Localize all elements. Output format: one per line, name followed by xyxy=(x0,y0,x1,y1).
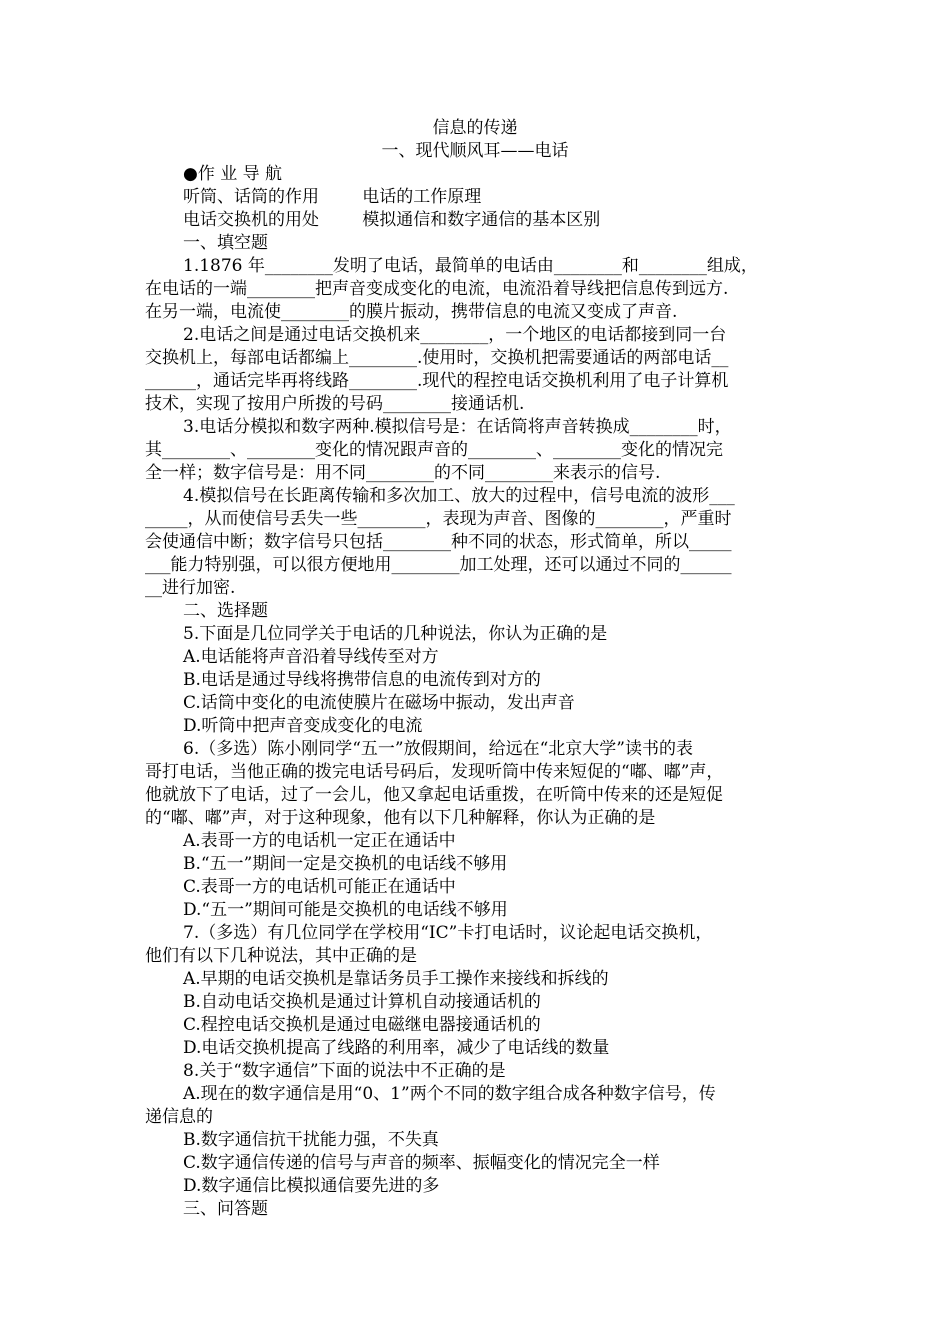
q6-stem: 哥打电话，当他正确的拨完电话号码后，发现听筒中传来短促的“嘟、嘟”声， xyxy=(145,762,724,782)
q8-option: A.现在的数字通信是用“0、1”两个不同的数字组合成各种数字信号，传 xyxy=(183,1084,716,1104)
section-subtitle: 一、现代顺风耳——电话 xyxy=(381,141,569,161)
q4-line: 会使通信中断；数字信号只包括________种不同的状态，形式简单，所以_____ xyxy=(145,532,732,552)
q6-stem: 他就放下了电话，过了一会儿，他又拿起电话重拨，在听筒中传来的还是短促 xyxy=(145,785,723,805)
section-heading-fill: 一、填空题 xyxy=(183,233,268,253)
q2-line: 交换机上，每部电话都编上________.使用时，交换机把需要通话的两部电话__ xyxy=(145,348,729,368)
page-title: 信息的传递 xyxy=(432,118,518,138)
q8-option: C.数字通信传递的信号与声音的频率、振幅变化的情况完全一样 xyxy=(183,1153,660,1173)
q7-option: C.程控电话交换机是通过电磁继电器接通话机的 xyxy=(183,1015,541,1035)
q1-line: 在电话的一端________把声音变成变化的电流，电流沿着导线把信息传到远方. xyxy=(145,279,729,299)
q5-option: D.听筒中把声音变成变化的电流 xyxy=(183,716,423,736)
section-heading-qa: 三、问答题 xyxy=(183,1199,268,1219)
q5-option: B.电话是通过导线将携带信息的电流传到对方的 xyxy=(183,670,541,690)
q2-line: ______，通话完毕再将线路________.现代的程控电话交换机利用了电子计算机 xyxy=(145,371,729,391)
q4-line: _____，从而使信号丢失一些________，表现为声音、图像的________，严重时 xyxy=(145,509,732,529)
q5-option: C.话筒中变化的电流使膜片在磁场中振动，发出声音 xyxy=(183,693,575,713)
q7-stem: 7.（多选）有几位同学在学校用“IC”卡打电话时，议论起电话交换机， xyxy=(183,923,713,943)
q5-option: A.电话能将声音沿着导线传至对方 xyxy=(183,647,439,667)
nav-row: 电话交换机的用处 模拟通信和数字通信的基本区别 xyxy=(183,210,601,230)
q7-option: A.早期的电话交换机是靠话务员手工操作来接线和拆线的 xyxy=(183,969,609,989)
nav-heading: ●作 业 导 航 xyxy=(183,164,283,184)
q6-option: B.“五一”期间一定是交换机的电话线不够用 xyxy=(183,854,508,874)
q4-line: __进行加密. xyxy=(145,578,236,598)
q6-stem: 的“嘟、嘟”声，对于这种现象，他有以下几种解释，你认为正确的是 xyxy=(145,808,656,828)
q1-line: 在另一端，电流使________的膜片振动，携带信息的电流又变成了声音. xyxy=(145,302,678,322)
q8-option: 递信息的 xyxy=(145,1107,213,1127)
q6-option: A.表哥一方的电话机一定正在通话中 xyxy=(183,831,456,851)
q6-option: D.“五一”期间可能是交换机的电话线不够用 xyxy=(183,900,508,920)
q2-line: 2.电话之间是通过电话交换机来________，一个地区的电话都接到同一台 xyxy=(183,325,727,345)
q6-option: C.表哥一方的电话机可能正在通话中 xyxy=(183,877,456,897)
q4-line: ___能力特别强，可以很方便地用________加工处理，还可以通过不同的______ xyxy=(145,555,732,575)
q8-option: D.数字通信比模拟通信要先进的多 xyxy=(183,1176,440,1196)
q2-line: 技术，实现了按用户所拨的号码________接通话机. xyxy=(145,394,525,414)
document-page xyxy=(145,117,805,1221)
q3-line: 全一样；数字信号是：用不同________的不同________来表示的信号. xyxy=(145,463,661,483)
q8-stem: 8.关于“数字通信”下面的说法中不正确的是 xyxy=(183,1061,506,1081)
q7-option: D.电话交换机提高了线路的利用率，减少了电话线的数量 xyxy=(183,1038,610,1058)
q3-line: 3.电话分模拟和数字两种.模拟信号是：在话筒将声音转换成________时， xyxy=(183,417,732,437)
q5-stem: 5.下面是几位同学关于电话的几种说法，你认为正确的是 xyxy=(183,624,608,644)
nav-row: 听筒、话筒的作用 电话的工作原理 xyxy=(183,187,482,207)
section-heading-choice: 二、选择题 xyxy=(183,601,268,621)
q4-line: 4.模拟信号在长距离传输和多次加工、放大的过程中，信号电流的波形___ xyxy=(183,486,735,506)
q3-line: 其________、________变化的情况跟声音的________、________变化的情况完 xyxy=(145,440,723,460)
q1-line: 1.1876 年________发明了电话，最简单的电话由________和________组成， xyxy=(183,256,758,276)
q7-stem: 他们有以下几种说法，其中正确的是 xyxy=(145,946,417,966)
q6-stem: 6.（多选）陈小刚同学“五一”放假期间，给远在“北京大学”读书的表 xyxy=(183,739,693,759)
q7-option: B.自动电话交换机是通过计算机自动接通话机的 xyxy=(183,992,541,1012)
q8-option: B.数字通信抗干扰能力强，不失真 xyxy=(183,1130,439,1150)
